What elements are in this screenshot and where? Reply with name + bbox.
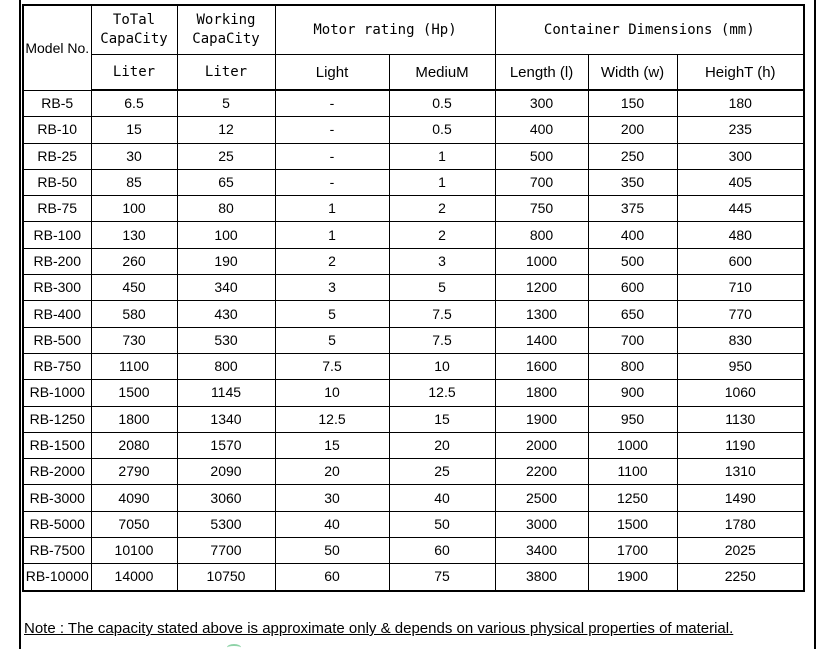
cell-motor-medium: 75 [389,564,495,591]
cell-height: 1490 [677,485,804,511]
cell-working-capacity: 10750 [177,564,275,591]
cell-width: 375 [588,196,677,222]
cell-length: 2000 [495,432,588,458]
cell-total-capacity: 7050 [91,511,177,537]
table-row [23,538,804,564]
cell-working-capacity: 190 [177,248,275,274]
cell-working-capacity: 65 [177,169,275,195]
header-row-groups [23,5,804,55]
cell-motor-light: 12.5 [275,406,389,432]
cell-total-capacity: 85 [91,169,177,195]
cell-total-capacity: 730 [91,327,177,353]
cell-motor-medium: 50 [389,511,495,537]
cell-height: 1130 [677,406,804,432]
cell-motor-medium: 12.5 [389,380,495,406]
cell-model: RB-200 [23,248,91,274]
cell-motor-light: - [275,169,389,195]
capacity-note: Note : The capacity stated above is approximate only & depends on various physical properties of material. [24,620,734,637]
cell-width: 600 [588,275,677,301]
cell-model: RB-1250 [23,406,91,432]
cell-height: 405 [677,169,804,195]
header-width: Width (w) [588,55,677,91]
cell-motor-light: 50 [275,538,389,564]
cell-motor-medium: 0.5 [389,117,495,143]
cell-motor-light: 5 [275,301,389,327]
cell-model: RB-2000 [23,459,91,485]
cell-width: 1900 [588,564,677,591]
cell-working-capacity: 5 [177,90,275,117]
cell-total-capacity: 580 [91,301,177,327]
cell-length: 1400 [495,327,588,353]
cell-height: 600 [677,248,804,274]
cell-model: RB-7500 [23,538,91,564]
cell-motor-medium: 25 [389,459,495,485]
cell-working-capacity: 430 [177,301,275,327]
cell-motor-medium: 20 [389,432,495,458]
table-row [23,90,804,117]
cell-total-capacity: 15 [91,117,177,143]
cell-height: 180 [677,90,804,117]
cell-total-capacity: 100 [91,196,177,222]
table-row [23,222,804,248]
cell-working-capacity: 5300 [177,511,275,537]
cell-length: 2200 [495,459,588,485]
cell-width: 1100 [588,459,677,485]
cell-working-capacity: 1145 [177,380,275,406]
table-row [23,380,804,406]
cell-working-capacity: 800 [177,353,275,379]
cell-length: 800 [495,222,588,248]
cell-width: 700 [588,327,677,353]
cell-working-capacity: 12 [177,117,275,143]
cell-width: 1250 [588,485,677,511]
cell-model: RB-25 [23,143,91,169]
cell-model: RB-750 [23,353,91,379]
cell-model: RB-500 [23,327,91,353]
cell-total-capacity: 130 [91,222,177,248]
cell-motor-medium: 7.5 [389,327,495,353]
cell-length: 2500 [495,485,588,511]
cell-motor-medium: 2 [389,222,495,248]
cell-length: 700 [495,169,588,195]
header-length: Length (l) [495,55,588,91]
cell-width: 800 [588,353,677,379]
cell-height: 235 [677,117,804,143]
cell-model: RB-75 [23,196,91,222]
cell-motor-medium: 2 [389,196,495,222]
cell-total-capacity: 2790 [91,459,177,485]
table-row [23,459,804,485]
header-light: Light [275,55,389,91]
header-model-label: Model No. [25,39,90,56]
cell-length: 1800 [495,380,588,406]
header-medium: MediuM [389,55,495,91]
cell-width: 500 [588,248,677,274]
cell-height: 950 [677,353,804,379]
table-row [23,117,804,143]
table-row [23,511,804,537]
cell-motor-medium: 60 [389,538,495,564]
cell-length: 3400 [495,538,588,564]
cell-length: 400 [495,117,588,143]
cell-length: 1200 [495,275,588,301]
cell-total-capacity: 4090 [91,485,177,511]
cell-motor-light: 1 [275,196,389,222]
cell-length: 3800 [495,564,588,591]
header-motor-rating: Motor rating (Hp) [275,5,495,55]
cell-length: 1900 [495,406,588,432]
cell-height: 2250 [677,564,804,591]
cell-height: 445 [677,196,804,222]
decorative-mark [227,644,241,651]
cell-motor-light: - [275,117,389,143]
cell-motor-light: 3 [275,275,389,301]
table-row [23,143,804,169]
cell-width: 200 [588,117,677,143]
header-height: HeighT (h) [677,55,804,91]
cell-working-capacity: 7700 [177,538,275,564]
cell-height: 830 [677,327,804,353]
cell-height: 770 [677,301,804,327]
cell-width: 1500 [588,511,677,537]
table-row [23,275,804,301]
cell-total-capacity: 450 [91,275,177,301]
cell-motor-light: 1 [275,222,389,248]
cell-motor-light: - [275,143,389,169]
cell-working-capacity: 2090 [177,459,275,485]
cell-working-capacity: 530 [177,327,275,353]
cell-height: 2025 [677,538,804,564]
cell-width: 1700 [588,538,677,564]
cell-length: 300 [495,90,588,117]
cell-length: 3000 [495,511,588,537]
cell-working-capacity: 1340 [177,406,275,432]
cell-working-capacity: 100 [177,222,275,248]
cell-total-capacity: 1800 [91,406,177,432]
header-working-unit: Liter [177,55,275,91]
cell-motor-light: 20 [275,459,389,485]
cell-height: 1310 [677,459,804,485]
cell-motor-medium: 7.5 [389,301,495,327]
cell-motor-medium: 1 [389,169,495,195]
cell-length: 1300 [495,301,588,327]
cell-width: 650 [588,301,677,327]
cell-model: RB-10000 [23,564,91,591]
cell-working-capacity: 25 [177,143,275,169]
cell-motor-medium: 3 [389,248,495,274]
cell-height: 710 [677,275,804,301]
header-total-unit: Liter [91,55,177,91]
cell-motor-light: 2 [275,248,389,274]
cell-motor-light: 5 [275,327,389,353]
cell-motor-medium: 10 [389,353,495,379]
header-row-units [23,55,804,91]
table-row [23,432,804,458]
cell-model: RB-300 [23,275,91,301]
cell-motor-medium: 0.5 [389,90,495,117]
table-row [23,406,804,432]
cell-total-capacity: 14000 [91,564,177,591]
header-model [23,5,91,90]
cell-model: RB-5000 [23,511,91,537]
cell-motor-light: 7.5 [275,353,389,379]
cell-model: RB-5 [23,90,91,117]
cell-working-capacity: 3060 [177,485,275,511]
cell-width: 350 [588,169,677,195]
cell-length: 1000 [495,248,588,274]
cell-width: 1000 [588,432,677,458]
cell-height: 1190 [677,432,804,458]
cell-motor-medium: 40 [389,485,495,511]
cell-motor-light: 10 [275,380,389,406]
cell-height: 1060 [677,380,804,406]
header-working-capacity: Working CapaCity [177,5,275,55]
cell-total-capacity: 6.5 [91,90,177,117]
table-row [23,327,804,353]
cell-width: 400 [588,222,677,248]
cell-motor-light: 40 [275,511,389,537]
cell-total-capacity: 10100 [91,538,177,564]
cell-motor-light: 15 [275,432,389,458]
cell-total-capacity: 30 [91,143,177,169]
cell-working-capacity: 1570 [177,432,275,458]
cell-length: 1600 [495,353,588,379]
cell-model: RB-3000 [23,485,91,511]
cell-working-capacity: 340 [177,275,275,301]
table-row [23,485,804,511]
cell-total-capacity: 260 [91,248,177,274]
specification-table [22,4,805,592]
cell-total-capacity: 1100 [91,353,177,379]
table-row [23,169,804,195]
cell-height: 300 [677,143,804,169]
cell-motor-medium: 5 [389,275,495,301]
cell-model: RB-50 [23,169,91,195]
cell-height: 1780 [677,511,804,537]
cell-width: 900 [588,380,677,406]
cell-motor-medium: 15 [389,406,495,432]
table-row [23,301,804,327]
cell-width: 150 [588,90,677,117]
cell-motor-light: 60 [275,564,389,591]
header-total-capacity: ToTal CapaCity [91,5,177,55]
cell-motor-medium: 1 [389,143,495,169]
cell-total-capacity: 1500 [91,380,177,406]
cell-working-capacity: 80 [177,196,275,222]
cell-motor-light: - [275,90,389,117]
cell-model: RB-10 [23,117,91,143]
table-row [23,248,804,274]
table-row [23,353,804,379]
cell-motor-light: 30 [275,485,389,511]
cell-model: RB-1500 [23,432,91,458]
cell-width: 250 [588,143,677,169]
cell-length: 500 [495,143,588,169]
table-row [23,196,804,222]
cell-model: RB-1000 [23,380,91,406]
cell-width: 950 [588,406,677,432]
cell-length: 750 [495,196,588,222]
cell-model: RB-100 [23,222,91,248]
cell-total-capacity: 2080 [91,432,177,458]
cell-height: 480 [677,222,804,248]
cell-model: RB-400 [23,301,91,327]
table-row [23,564,804,591]
header-container-dimensions: Container Dimensions (mm) [495,5,804,55]
table-body [23,90,804,591]
